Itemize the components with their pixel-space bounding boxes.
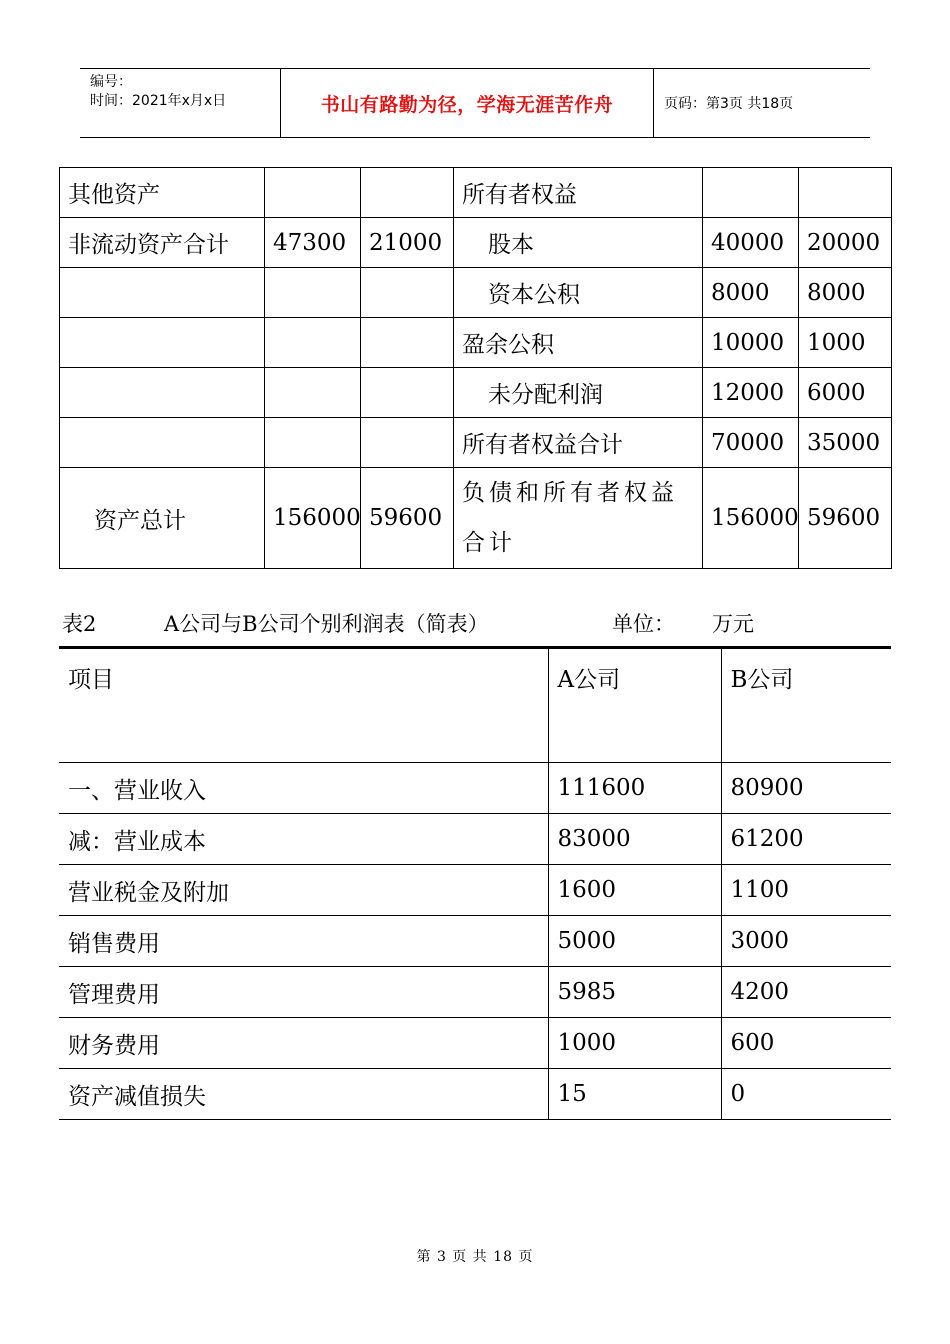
table-cell	[361, 418, 454, 468]
table-cell: 5000	[548, 916, 721, 967]
header-page-info: 页码：第3页 共18页	[664, 96, 794, 112]
table-cell: 40000	[703, 218, 799, 268]
balance-sheet-table	[59, 167, 892, 569]
table-cell: 负债和所有者权益合计	[454, 468, 703, 569]
column-header: B公司	[721, 648, 891, 763]
table-cell: 59600	[799, 468, 892, 569]
table-row	[59, 1069, 891, 1120]
table-cell: 47300	[265, 218, 361, 268]
table-cell: 资产减值损失	[59, 1069, 548, 1120]
table-cell: 资产总计	[60, 468, 265, 569]
table-row	[59, 814, 891, 865]
header-motto: 书山有路勤为径，学海无涯苦作舟	[281, 69, 654, 137]
header-meta	[80, 69, 281, 137]
table-cell	[60, 318, 265, 368]
table-row	[60, 268, 892, 318]
table-cell	[361, 168, 454, 218]
table-row	[59, 1018, 891, 1069]
table-cell: 111600	[548, 763, 721, 814]
table-cell: 1000	[548, 1018, 721, 1069]
table-cell	[265, 318, 361, 368]
table-row	[59, 865, 891, 916]
table-number: 表2	[62, 612, 97, 636]
table-cell: 1600	[548, 865, 721, 916]
table-cell: 156000	[265, 468, 361, 569]
table-header-row	[59, 648, 891, 763]
table-cell: 资本公积	[454, 268, 703, 318]
page-footer: 第 3 页 共 18 页	[416, 1249, 534, 1265]
document-date: 时间：2021年x月x日	[90, 93, 227, 109]
table-cell: 营业税金及附加	[59, 865, 548, 916]
table-cell: 一、营业收入	[59, 763, 548, 814]
table-cell: 1100	[721, 865, 891, 916]
table-cell: 8000	[799, 268, 892, 318]
table-cell	[265, 418, 361, 468]
table-cell	[361, 318, 454, 368]
table-cell: 4200	[721, 967, 891, 1018]
table-cell: 所有者权益	[454, 168, 703, 218]
unit-label: 单位：	[612, 612, 675, 636]
table-row	[60, 218, 892, 268]
table-cell: 20000	[799, 218, 892, 268]
table-cell: 3000	[721, 916, 891, 967]
column-header: A公司	[548, 648, 721, 763]
table-row	[59, 967, 891, 1018]
table-cell: 80900	[721, 763, 891, 814]
table-cell: 销售费用	[59, 916, 548, 967]
table-cell	[60, 268, 265, 318]
table-cell: 5985	[548, 967, 721, 1018]
column-header: 项目	[59, 648, 548, 763]
table-row	[59, 763, 891, 814]
table-row	[60, 468, 892, 569]
table-cell: 减：营业成本	[59, 814, 548, 865]
table-cell: 1000	[799, 318, 892, 368]
table-cell: 70000	[703, 418, 799, 468]
table-cell: 未分配利润	[454, 368, 703, 418]
page-header	[80, 68, 870, 138]
table-cell: 12000	[703, 368, 799, 418]
unit-value: 万元	[712, 612, 754, 636]
income-statement-table	[59, 646, 891, 1120]
table-row	[60, 168, 892, 218]
table-row	[59, 916, 891, 967]
table-cell	[265, 268, 361, 318]
table-cell: 所有者权益合计	[454, 418, 703, 468]
document-number-label: 编号：	[90, 74, 132, 90]
table-cell: 59600	[361, 468, 454, 569]
table-row	[60, 368, 892, 418]
table-cell: 财务费用	[59, 1018, 548, 1069]
table-cell: 35000	[799, 418, 892, 468]
table-cell	[361, 368, 454, 418]
table-cell: 15	[548, 1069, 721, 1120]
table-cell: 8000	[703, 268, 799, 318]
table-cell: 非流动资产合计	[60, 218, 265, 268]
table-cell: 管理费用	[59, 967, 548, 1018]
table-cell: 156000	[703, 468, 799, 569]
table-cell: 股本	[454, 218, 703, 268]
table-cell: 其他资产	[60, 168, 265, 218]
table-row	[60, 418, 892, 468]
table-title: A公司与B公司个别利润表（简表）	[164, 612, 489, 636]
table-row	[60, 318, 892, 368]
table-cell: 6000	[799, 368, 892, 418]
table-cell	[265, 168, 361, 218]
table-cell	[361, 268, 454, 318]
table-cell: 0	[721, 1069, 891, 1120]
table-cell: 21000	[361, 218, 454, 268]
table-cell: 盈余公积	[454, 318, 703, 368]
table-cell	[60, 418, 265, 468]
table-cell: 600	[721, 1018, 891, 1069]
table-cell: 83000	[548, 814, 721, 865]
table-cell	[60, 368, 265, 418]
table2-caption	[62, 608, 882, 638]
table-cell	[265, 368, 361, 418]
table-cell	[703, 168, 799, 218]
table-cell: 61200	[721, 814, 891, 865]
table-cell: 10000	[703, 318, 799, 368]
table-cell	[799, 168, 892, 218]
